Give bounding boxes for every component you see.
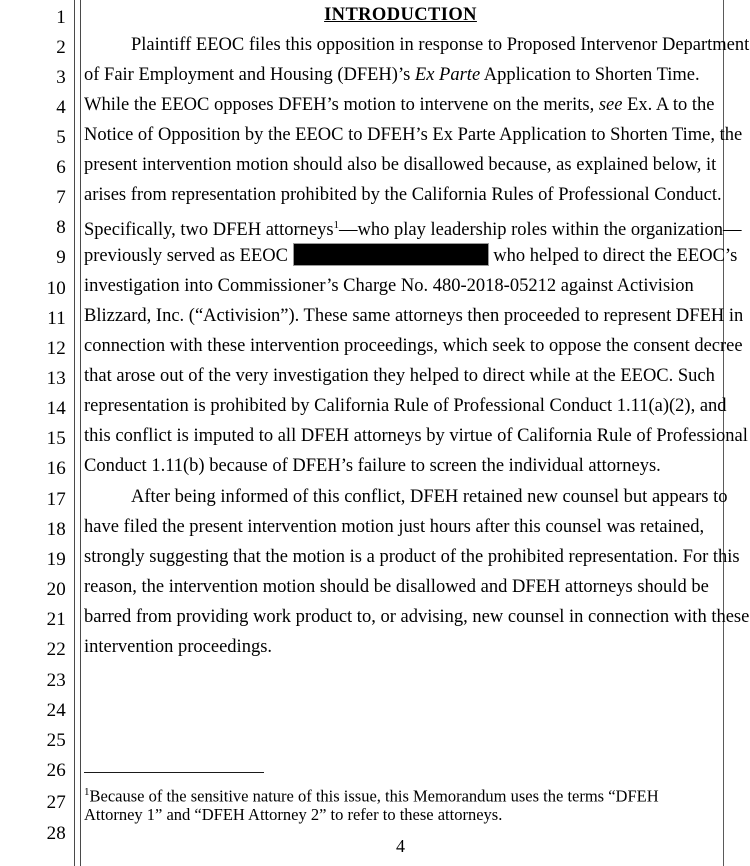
line-number: 4 — [56, 97, 66, 118]
body-line — [84, 306, 744, 326]
text-run: Notice of Opposition by the EEOC to DFEH’s Ex Parte Application to Shorten Time, the — [84, 125, 743, 145]
line-number: 12 — [46, 338, 66, 359]
body-line — [84, 185, 722, 205]
body-line — [84, 336, 743, 356]
line-number: 8 — [56, 217, 66, 238]
footnote-separator — [84, 772, 264, 773]
line-number: 16 — [46, 458, 66, 479]
page-number: 4 — [396, 836, 405, 856]
italic-text: Ex Parte — [414, 65, 481, 85]
line-number: 23 — [46, 670, 66, 691]
footnote-reference: 1 — [333, 219, 340, 231]
footnote-line-1 — [84, 783, 717, 806]
text-run: After being informed of this conflict, DFEH retained new counsel but appears to — [131, 487, 728, 507]
line-number: 10 — [46, 278, 66, 299]
body-line — [84, 547, 740, 567]
text-run: this conflict is imputed to all DFEH attorneys by virtue of California Rule of Professional — [84, 426, 748, 446]
line-number: 7 — [56, 187, 66, 208]
text-run: strongly suggesting that the motion is a product of the prohibited representation. For this — [84, 547, 740, 567]
text-run: Blizzard, Inc. (“Activision”). These same attorneys then proceeded to represent DFEH in — [84, 306, 744, 326]
body-line — [84, 155, 717, 175]
body-line — [84, 125, 743, 145]
text-run: arises from representation prohibited by the California Rules of Professional Conduct. — [84, 185, 722, 205]
body-line — [84, 95, 717, 115]
text-run: have filed the present intervention motion just hours after this counsel was retained, — [84, 517, 705, 537]
text-run: previously served as EEOC — [84, 245, 293, 266]
line-number: 28 — [46, 823, 66, 844]
line-number: 15 — [46, 428, 66, 449]
text-run: Specifically, two DFEH attorneys — [84, 220, 334, 241]
text-run: of Fair Employment and Housing (DFEH)’s — [84, 65, 415, 85]
body-line — [84, 245, 738, 268]
text-run: barred from providing work product to, or advising, new counsel in connection with these — [84, 607, 750, 627]
line-number: 6 — [56, 157, 66, 178]
line-number-gutter — [0, 0, 66, 866]
body-line — [84, 426, 748, 446]
line-number: 1 — [56, 7, 66, 28]
footnote-line-2: Attorney 1” and “DFEH Attorney 2” to refer to these attorneys. — [84, 805, 503, 824]
line-number: 3 — [56, 67, 66, 88]
body-line — [84, 65, 717, 85]
body-line — [84, 517, 717, 537]
line-number: 21 — [46, 609, 66, 630]
text-run: Plaintiff EEOC files this opposition in response to Proposed Intervenor Department — [131, 35, 750, 55]
text-run: intervention proceedings. — [84, 637, 273, 657]
line-number: 24 — [46, 700, 66, 721]
line-number: 17 — [46, 489, 66, 510]
body-line — [84, 607, 750, 627]
line-number: 19 — [46, 549, 66, 570]
body-line — [84, 637, 717, 657]
text-run: —who play leadership roles within the organization— — [339, 220, 742, 241]
redacted-text — [293, 243, 489, 266]
pleading-rule-left-outer — [80, 0, 81, 866]
body-line — [84, 366, 717, 386]
line-number: 26 — [46, 760, 66, 781]
body-line — [84, 487, 750, 507]
text-run: Conduct 1.11(b) because of DFEH’s failure to screen the individual attorneys. — [84, 456, 661, 476]
body-line — [84, 276, 717, 296]
line-number: 11 — [47, 308, 66, 329]
text-run: investigation into Commissioner’s Charge No. 480-2018-05212 against Activision — [84, 276, 694, 296]
body-text-block — [84, 0, 750, 866]
section-heading — [84, 5, 717, 25]
footnote-text-1: Because of the sensitive nature of this issue, this Memorandum uses the terms “DFEH — [89, 786, 659, 806]
line-number: 18 — [46, 519, 66, 540]
text-run: representation is prohibited by California Rule of Professional Conduct 1.11(a)(2), and — [84, 396, 727, 416]
text-run: who helped to direct the EEOC’s — [488, 245, 738, 266]
line-number: 5 — [56, 127, 66, 148]
footnote-marker: 1 — [84, 786, 90, 798]
body-line — [84, 35, 750, 55]
text-run: connection with these intervention proceedings, which seek to oppose the consent decree — [84, 336, 743, 356]
line-number: 20 — [46, 579, 66, 600]
line-number: 2 — [56, 37, 66, 58]
text-run: While the EEOC opposes DFEH’s motion to intervene on the merits, — [84, 95, 599, 115]
line-number: 14 — [46, 398, 66, 419]
line-number: 25 — [46, 730, 66, 751]
text-run: reason, the intervention motion should be disallowed and DFEH attorneys should be — [84, 577, 709, 597]
body-line — [84, 577, 717, 597]
line-number: 9 — [56, 247, 66, 268]
line-number: 13 — [46, 368, 66, 389]
italic-text: see — [598, 95, 623, 115]
text-run: that arose out of the very investigation they helped to direct while at the EEOC. Such — [84, 366, 715, 386]
body-line — [84, 456, 717, 476]
line-number: 22 — [46, 639, 66, 660]
text-run: Application to Shorten Time. — [480, 65, 700, 85]
text-run: Ex. A to the — [622, 95, 715, 115]
body-line — [84, 215, 742, 241]
body-line — [84, 396, 727, 416]
pleading-rule-left-inner — [74, 0, 75, 866]
text-run: present intervention motion should also be disallowed because, as explained below, it — [84, 155, 717, 175]
section-heading-text: INTRODUCTION — [324, 5, 477, 25]
line-number: 27 — [46, 792, 66, 813]
